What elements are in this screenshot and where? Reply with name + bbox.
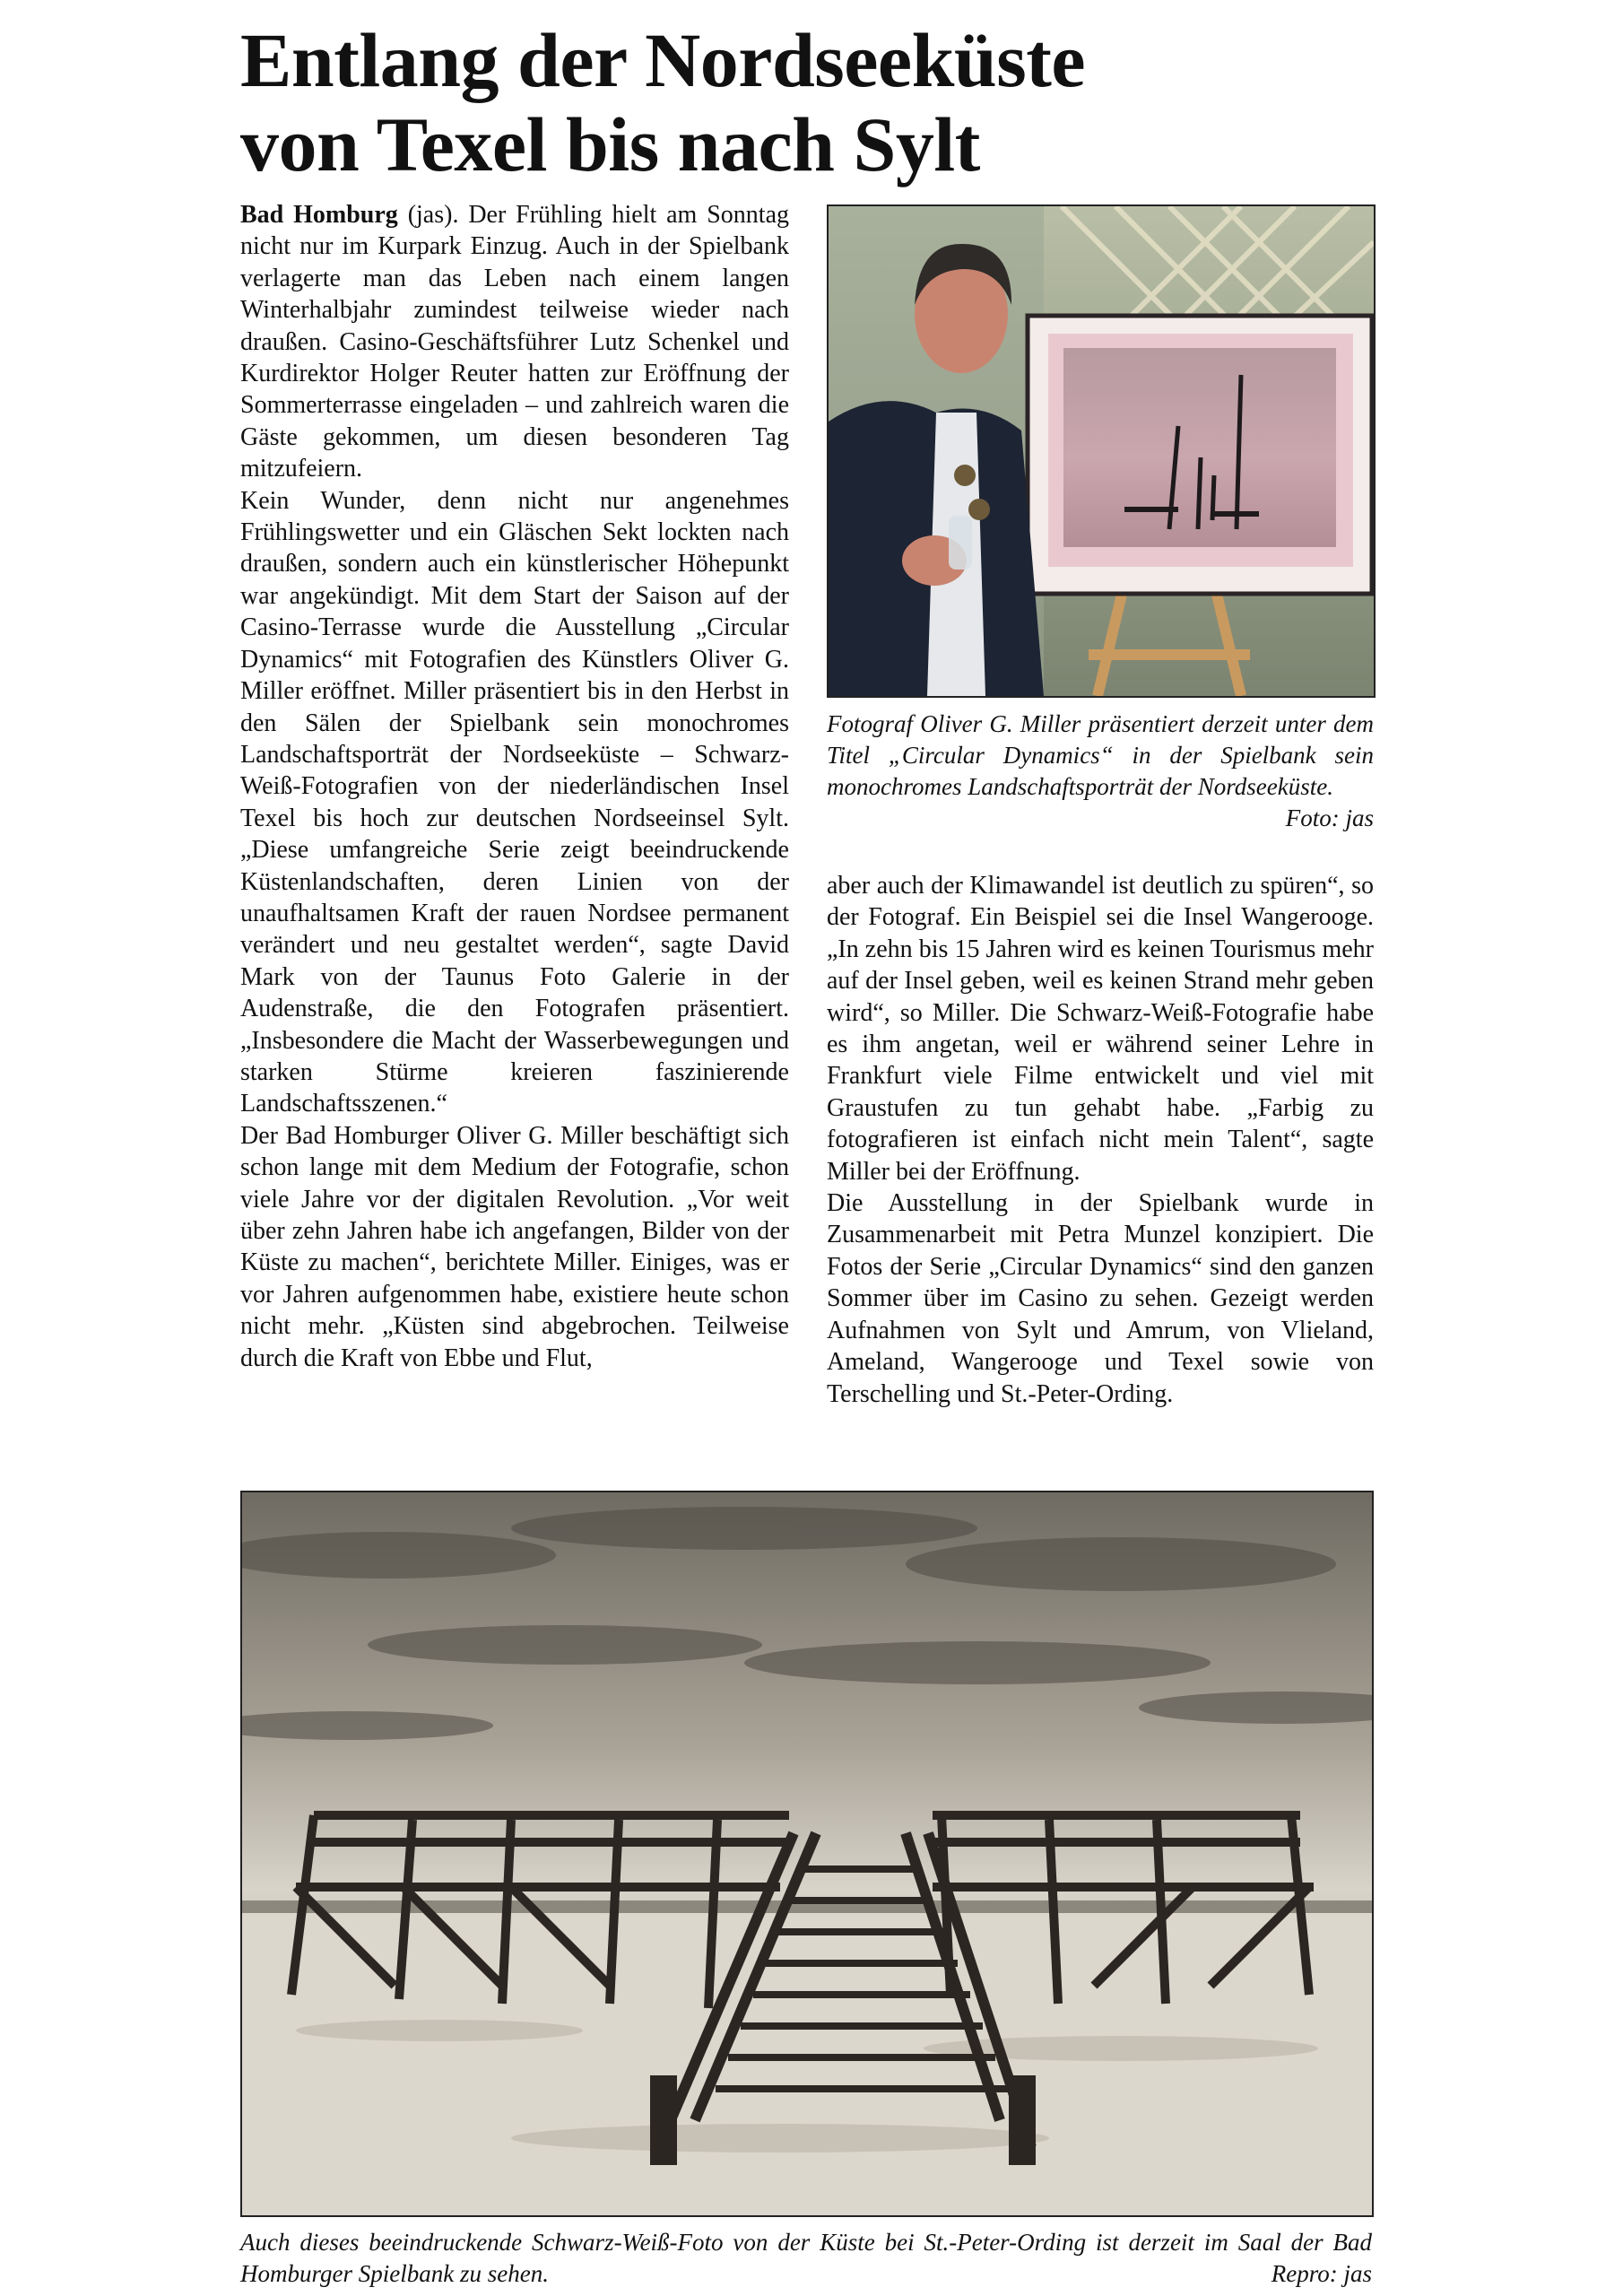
photographer-photo-graphic [829,206,1374,696]
article-paragraph-1 [240,199,789,485]
photo-credit-1: Foto: jas [1285,804,1374,831]
caption-1-text: Fotograf Oliver G. Miller präsentiert derzeit unter dem Titel „Circular Dynamics“ in der Spielbank sein monochromes Landschaftsporträt der Nordseeküste. [827,710,1374,800]
article-paragraph-3: Der Bad Homburger Oliver G. Miller beschäftigt sich schon lange mit dem Medium der Fotografie, schon viele Jahre vor der digitalen Revolution. „Vor weit über zehn Jahren habe ich angefangen, Bilder von der Küste zu machen“, berichtete Miller. Einiges, was er vor Jahren aufgenommen habe, existiere heute schon nicht mehr. „Küsten sind abgebrochen. Teilweise durch die Kraft von Ebbe und Flut, [240,1121,789,1372]
headline-line-2: von Texel bis nach Sylt [240,101,980,187]
photo-caption-2 [240,2227,1372,2290]
beach-pier-photo-graphic [242,1492,1372,2215]
headline [240,18,1406,187]
dateline: Bad Homburg [240,201,398,229]
headline-line-1: Entlang der Nordseeküste [240,17,1086,103]
caption-2-text: Auch dieses beeindruckende Schwarz-Weiß-Foto von der Küste bei St.-Peter-Ording ist derzeit im Saal der Bad Homburger Spielbank zu sehen. [240,2229,1372,2287]
article-column-left [240,199,789,1374]
article-paragraph-4: Die Ausstellung in der Spielbank wurde in Zusammenarbeit mit Petra Munzel konzipiert. Die Fotos der Serie „Circular Dynamics“ sind den ganzen Sommer über im Casino zu sehen. Gezeigt werden Aufnahmen von Sylt und Amrum, von Vlieland, Ameland, Wangerooge und Texel sowie von Terschelling und St.-Peter-Ording. [827,1189,1374,1408]
article-paragraph-2: Kein Wunder, denn nicht nur angenehmes Frühlingswetter und ein Gläschen Sekt lockten nach draußen, sondern auch ein künstlerischer Höhepunkt war angekündigt. Mit dem Start der Saison auf der Casino-Terrasse wurde die Ausstellung „Circular Dynamics“ mit Fotografien des Künstlers Oliver G. Miller eröffnet. Miller präsentiert bis in den Herbst in den Sälen der Spielbank sein monochromes Landschaftsporträt der Nordseeküste – Schwarz-Weiß-Fotografien von der niederländischen Insel Texel bis hoch zur deutschen Nordseeinsel Sylt. „Diese umfangreiche Serie zeigt beeindruckende Küstenlandschaften, deren Linien von der unaufhaltsamen Kraft der rauen Nordsee permanent verändert und neu gestaltet werden“, sagte David Mark von der Taunus Foto Galerie in der Audenstraße, die den Fotografen präsentiert. „Insbesondere die Macht der Wasserbewegungen und starken Stürme kreieren faszinierende Landschaftsszenen.“ [240,486,789,1118]
photo-beach-pier [240,1491,1374,2217]
photo-photographer-with-print [827,204,1376,698]
paragraph-1-text: (jas). Der Frühling hielt am Sonntag nicht nur im Kurpark Einzug. Auch in der Spielbank verlagerte man das Leben nach einem langen Winterhalbjahr zumindest teilweise wieder nach draußen. Casino-Geschäftsführer Lutz Schenkel und Kurdirektor Holger Reuter hatten zur Eröffnung der Sommerterrasse eingeladen – und zahlreich waren die Gäste gekommen, um diesen besonderen Tag mitzufeiern. [240,201,789,483]
article-column-right [827,870,1374,1410]
photo-credit-2: Repro: jas [1271,2260,1372,2287]
article-paragraph-3-continued: aber auch der Klimawandel ist deutlich zu spüren“, so der Fotograf. Ein Beispiel sei die Insel Wangerooge. „In zehn bis 15 Jahren wird es keinen Tourismus mehr auf der Insel geben, weil es keinen Strand mehr geben wird“, so Miller. Die Schwarz-Weiß-Fotografie habe es ihm angetan, weil er während seiner Lehre in Frankfurt viele Filme entwickelt und viel mit Graustufen zu tun gehabt habe. „Farbig zu fotografieren ist einfach nicht mein Talent“, sagte Miller bei der Eröffnung. [827,872,1374,1186]
photo-caption-1 [827,709,1374,834]
